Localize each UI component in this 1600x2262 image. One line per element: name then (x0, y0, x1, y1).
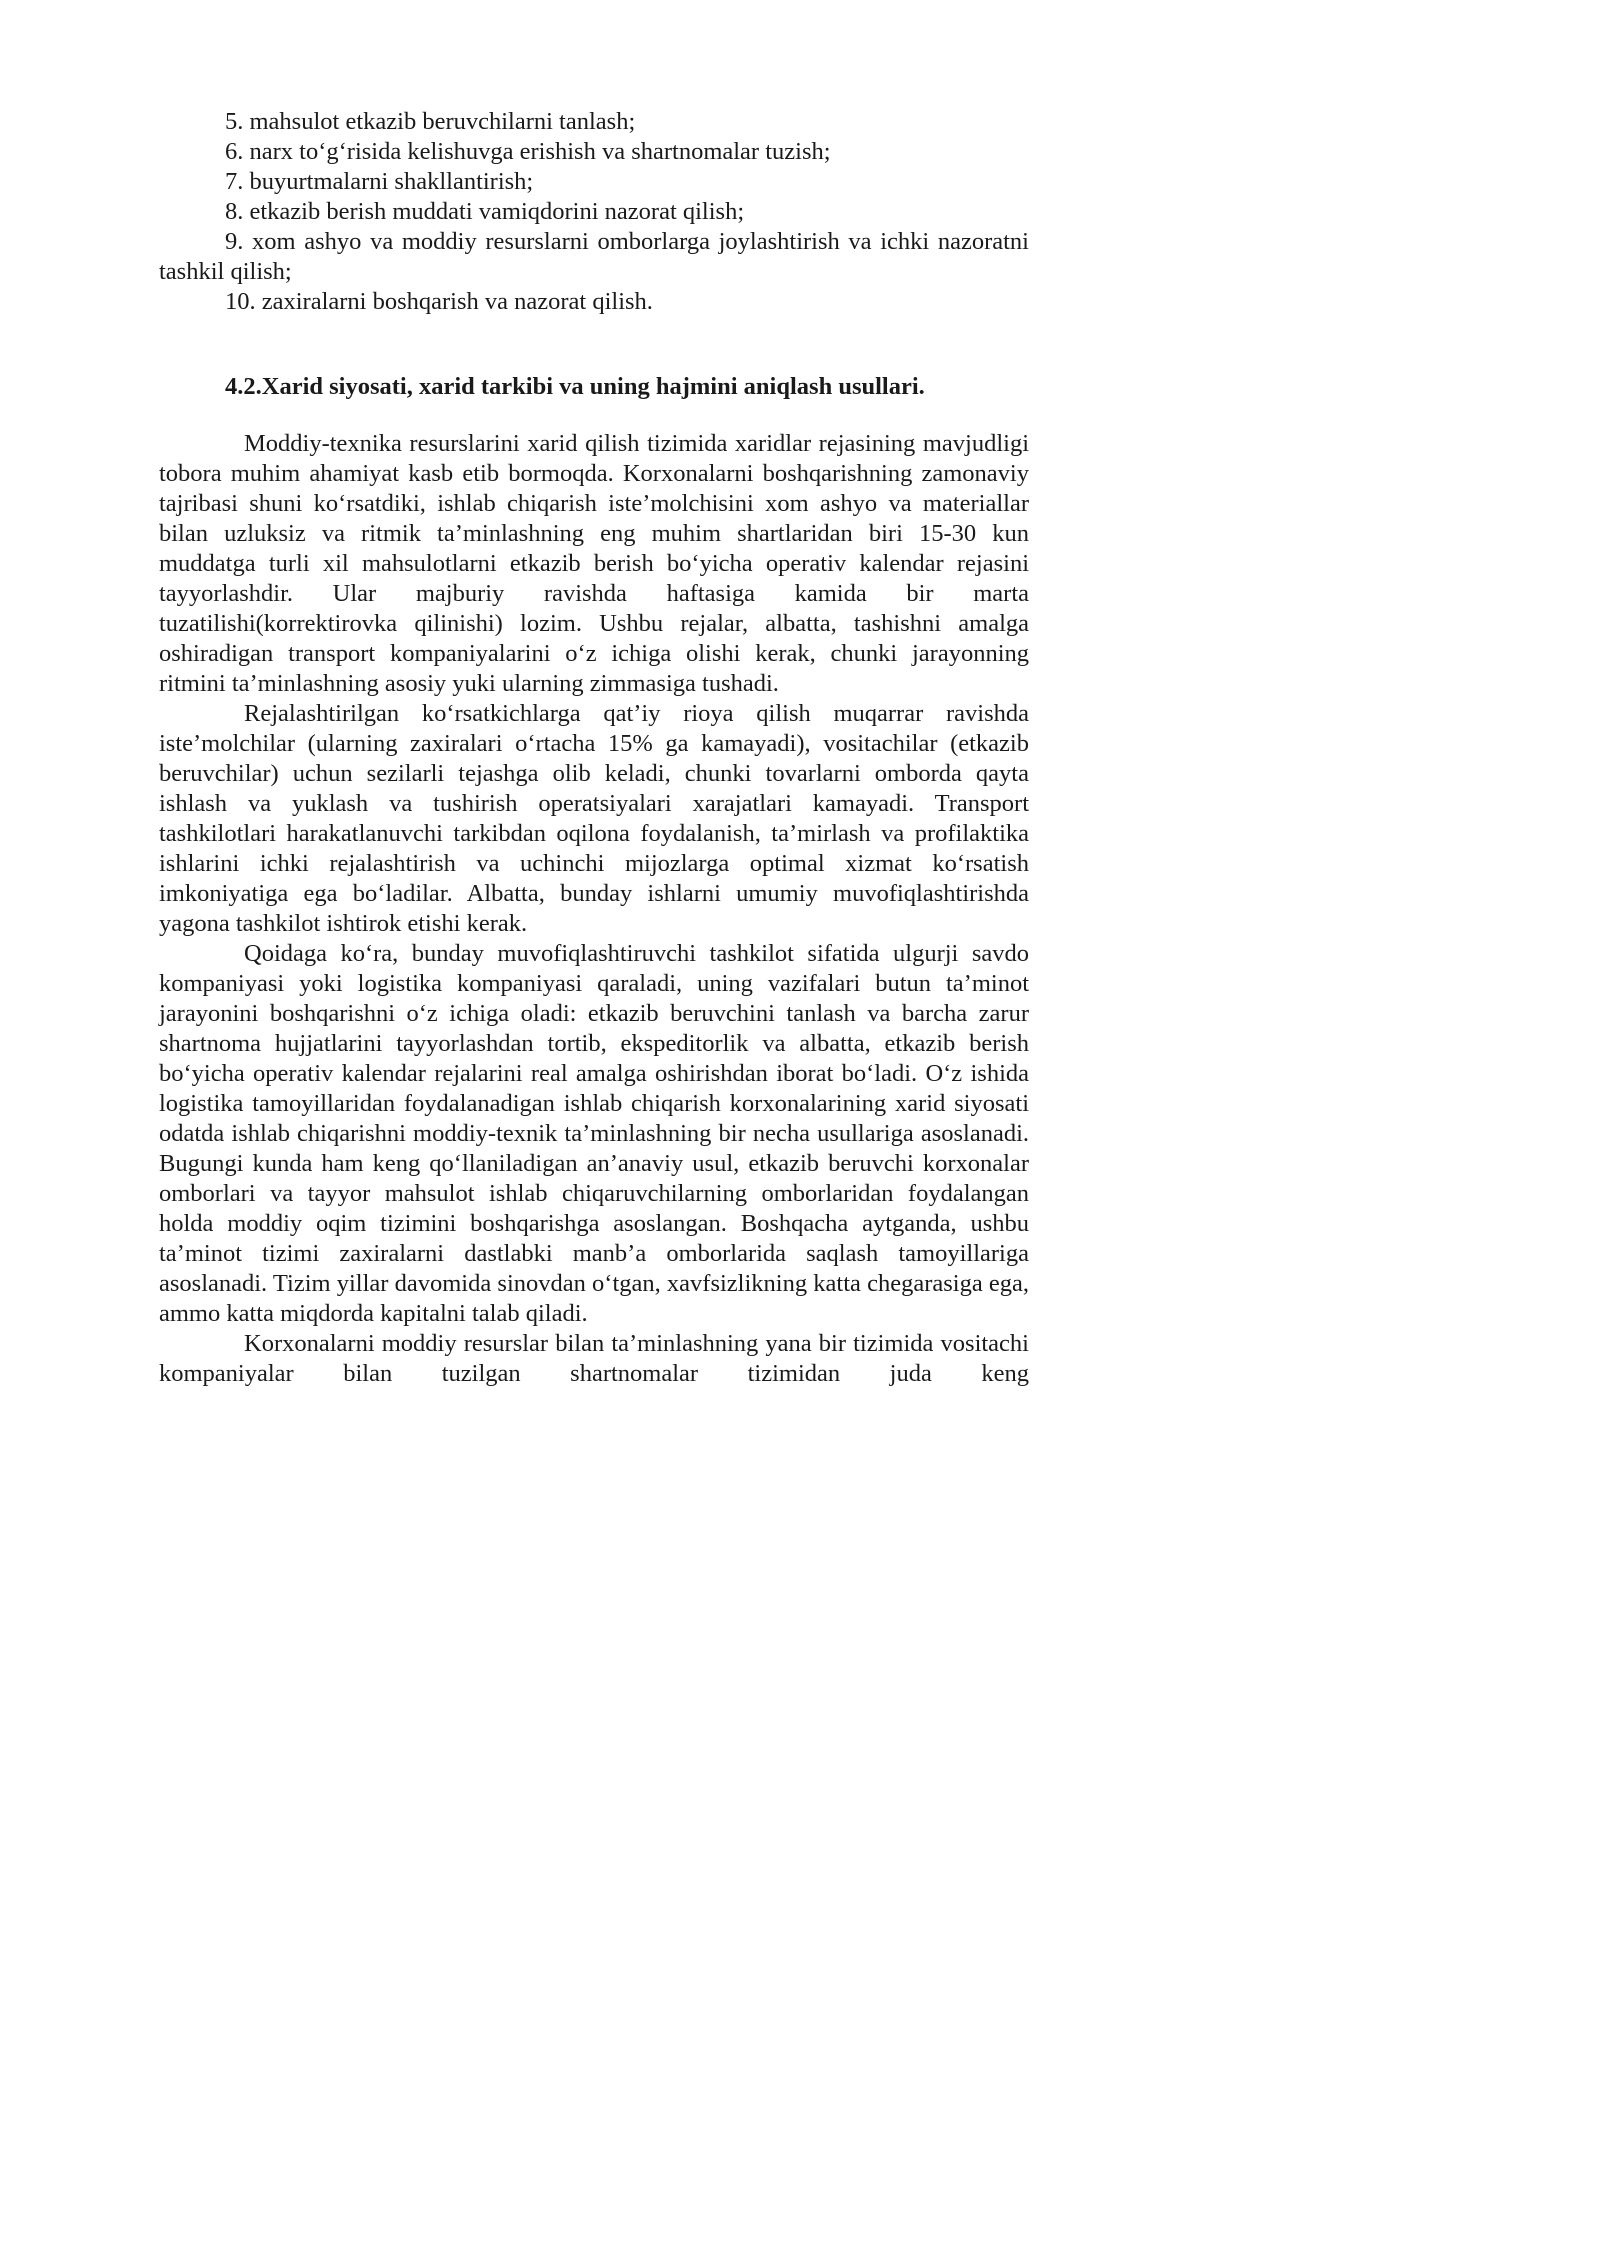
paragraph: Moddiy-texnika resurslarini xarid qilish tizimida xaridlar rejasining mavjudligi tobora muhim ahamiyat kasb etib bormoqda. Korxonalarni boshqarishning zamonaviy tajribasi shuni ko‘rsatdiki, ishlab chiqarish iste’molchisini xom ashyo va materiallar bilan uzluksiz va ritmik ta’minlashning eng muhim shartlaridan biri 15-30 kun muddatga turli xil mahsulotlarni etkazib berish bo‘yicha operativ kalendar rejasini tayyorlashdir. Ular majburiy ravishda haftasiga kamida bir marta tuzatilishi(korrektirovka qilinishi) lozim. Ushbu rejalar, albatta, tashishni amalga oshiradigan transport kompaniyalarini o‘z ichiga olishi kerak, chunki jarayonning ritmini ta’minlashning asosiy yuki ularning zimmasiga tushadi. (159, 430, 1029, 697)
list-item: 5. mahsulot etkazib beruvchilarni tanlash; (225, 108, 636, 135)
list-item: 10. zaxiralarni boshqarish va nazorat qilish. (225, 288, 653, 315)
numbered-list (159, 107, 1029, 317)
paragraph: Rejalashtirilgan ko‘rsatkichlarga qat’iy rioya qilish muqarrar ravishda iste’molchilar (ularning zaxiralari o‘rtacha 15% ga kamayadi), vositachilar (etkazib beruvchilar) uchun sezilarli tejashga olib keladi, chunki tovarlarni omborda qayta ishlash va yuklash va tushirish operatsiyalari xarajatlari kamayadi. Transport tashkilotlari harakatlanuvchi tarkibdan oqilona foydalanish, ta’mirlash va profilaktika ishlarini ichki rejalashtirish va uchinchi mijozlarga optimal xizmat ko‘rsatish imkoniyatiga ega bo‘ladilar. Albatta, bunday ishlarni umumiy muvofiqlashtirishda yagona tashkilot ishtirok etishi kerak. (159, 700, 1029, 937)
document-page (0, 0, 1105, 1562)
paragraph: Qoidaga ko‘ra, bunday muvofiqlashtiruvchi tashkilot sifatida ulgurji savdo kompaniyasi yoki logistika kompaniyasi qaraladi, uning vazifalari butun ta’minot jarayonini boshqarishni o‘z ichiga oladi: etkazib beruvchini tanlash va barcha zarur shartnoma hujjatlarini tayyorlashdan tortib, ekspeditorlik va albatta, etkazib berish bo‘yicha operativ kalendar rejalarini real amalga oshirishdan iborat bo‘ladi. O‘z ishida logistika tamoyillaridan foydalanadigan ishlab chiqarish korxonalarining xarid siyosati odatda ishlab chiqarishni moddiy-texnik ta’minlashning bir necha usullariga asoslanadi. Bugungi kunda ham keng qo‘llaniladigan an’anaviy usul, etkazib beruvchi korxonalar omborlari va tayyor mahsulot ishlab chiqaruvchilarning omborlaridan foydalangan holda moddiy oqim tizimini boshqarishga asoslangan. Boshqacha aytganda, ushbu ta’minot tizimi zaxiralarni dastlabki manb’a omborlarida saqlash tamoyillariga asoslanadi. Tizim yillar davomida sinovdan o‘tgan, xavfsizlikning katta chegarasiga ega, ammo katta miqdorda kapitalni talab qiladi. (159, 940, 1029, 1327)
section-heading: 4.2.Xarid siyosati, xarid tarkibi va uning hajmini aniqlash usullari. (225, 373, 925, 400)
list-item: 9. xom ashyo va moddiy resurslarni omborlarga joylashtirish va ichki nazoratni tashkil qilish; (159, 228, 1029, 285)
list-item: 8. etkazib berish muddati vamiqdorini nazorat qilish; (225, 198, 745, 225)
list-item: 6. narx to‘g‘risida kelishuvga erishish va shartnomalar tuzish; (225, 138, 831, 165)
list-item: 7. buyurtmalarni shakllantirish; (225, 168, 534, 195)
body-text (159, 429, 1029, 1389)
paragraph: Korxonalarni moddiy resurslar bilan ta’minlashning yana bir tizimida vositachi kompaniyalar bilan tuzilgan shartnomalar tizimidan juda keng (159, 1330, 1029, 1387)
